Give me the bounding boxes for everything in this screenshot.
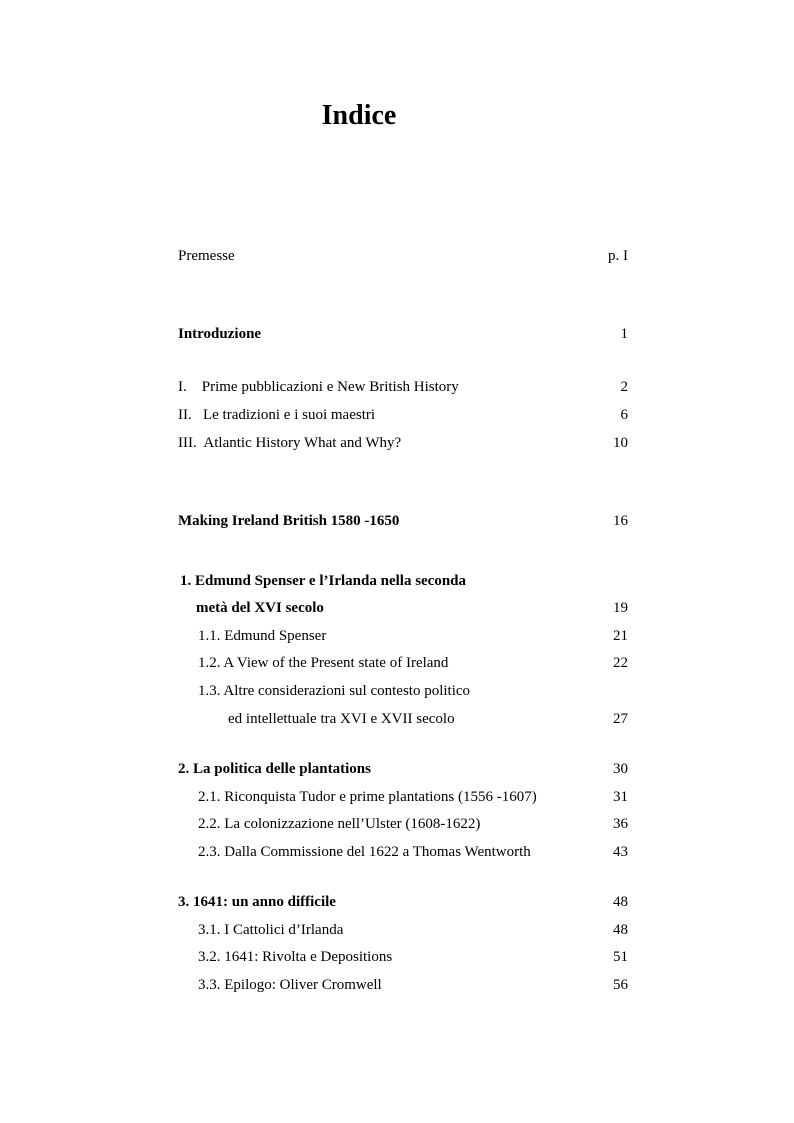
toc-entry-label: 3.3. Epilogo: Oliver Cromwell	[198, 977, 382, 993]
toc-entry-page: 2	[620, 379, 628, 395]
toc-entry-page: 1	[620, 326, 628, 342]
toc-entry-page: 19	[613, 600, 628, 616]
toc-entry-label: 1.1. Edmund Spenser	[198, 628, 327, 644]
toc-entry-page: 16	[613, 513, 628, 529]
toc-entry-label: 2.1. Riconquista Tudor e prime plantations (1556 -1607)	[198, 789, 537, 805]
toc-entry-label: 1. Edmund Spenser e l’Irlanda nella seconda	[180, 573, 467, 589]
toc-entry-label: Premesse	[178, 248, 235, 264]
toc-entry-label: Making Ireland British 1580 -1650	[178, 513, 400, 529]
toc-entry-label: 2.3. Dalla Commissione del 1622 a Thomas Wentworth	[198, 844, 531, 860]
toc-entry-label: III. Atlantic History What and Why?	[178, 435, 402, 451]
toc-entry-label: ed intellettuale tra XVI e XVII secolo	[228, 711, 455, 727]
toc-entry-page: 21	[613, 628, 628, 644]
toc-entry-page: 10	[613, 435, 628, 451]
toc-entry-page: 31	[613, 789, 628, 805]
toc-entry-label: Introduzione	[178, 326, 262, 342]
toc-entry-page: 43	[613, 844, 628, 860]
toc-entry-label: 3. 1641: un anno difficile	[178, 894, 336, 910]
toc-entry-page: 48	[613, 894, 628, 910]
toc-entry-page: p. I	[608, 248, 628, 264]
page-title: Indice	[321, 100, 397, 131]
toc-entry-label: 2. La politica delle plantations	[178, 761, 371, 777]
toc-entry-page: 30	[613, 761, 628, 777]
toc-entry-page: 27	[613, 711, 628, 727]
toc-entry-label: 3.2. 1641: Rivolta e Depositions	[198, 949, 393, 965]
toc-entry-page: 48	[613, 922, 628, 938]
toc-entry-page: 36	[613, 816, 628, 832]
toc-entry-label: 1.2. A View of the Present state of Ireland	[198, 655, 449, 671]
toc-entry-page: 22	[613, 655, 628, 671]
toc-entry-label: 1.3. Altre considerazioni sul contesto politico	[198, 683, 471, 699]
toc-entry-label: 2.2. La colonizzazione nell’Ulster (1608-1622)	[198, 816, 481, 832]
toc-entry-page: 6	[620, 407, 628, 423]
toc-entry-label: I. Prime pubblicazioni e New British History	[178, 379, 459, 395]
toc-entry-label: II. Le tradizioni e i suoi maestri	[178, 407, 376, 423]
toc-entry-label: 3.1. I Cattolici d’Irlanda	[198, 922, 344, 938]
toc-entry-page: 51	[613, 949, 628, 965]
toc-entry-page: 56	[613, 977, 628, 993]
toc-entry-label: metà del XVI secolo	[196, 600, 324, 616]
